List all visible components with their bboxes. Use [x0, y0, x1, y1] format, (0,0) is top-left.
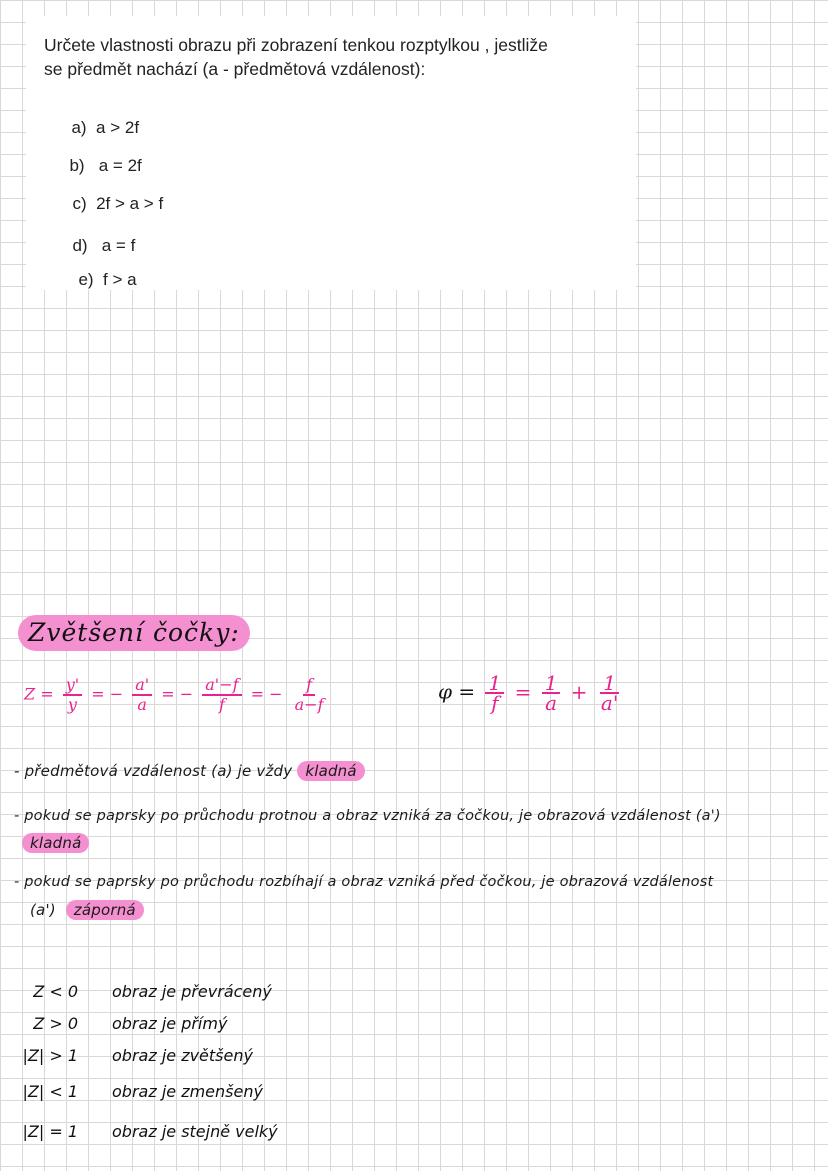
option-c [63, 174, 163, 214]
question-text [44, 33, 624, 81]
description: obraz je stejně velký [112, 1122, 278, 1141]
fraction: $\frac{1}{a'}$ [600, 671, 619, 715]
property-row [0, 982, 400, 1006]
highlight-negative: záporná [66, 900, 144, 920]
option-value: a > 2f [96, 118, 140, 137]
bullet-object-distance: - předmětová vzdálenost (a) je vždy kladná [14, 762, 365, 780]
property-row [0, 1082, 400, 1106]
option-label: e) [78, 270, 94, 289]
description: obraz je přímý [112, 1014, 228, 1033]
description: obraz je zvětšený [112, 1046, 253, 1065]
option-b [60, 136, 142, 176]
condition: |Z| < 1 [22, 1082, 78, 1101]
fraction: $\frac{a'}{a}$ [132, 676, 152, 714]
question-line-1: Určete vlastnosti obrazu při zobrazení tenkou rozptylkou , jestliže [44, 35, 548, 55]
fraction: $\frac{f}{a-f}$ [294, 675, 324, 714]
option-value: 2f > a > f [96, 194, 164, 213]
highlight-positive: kladná [22, 833, 89, 853]
fraction: $\frac{1}{a}$ [542, 674, 561, 712]
bullet-real-image: - pokud se paprsky po průchodu protnou a obraz vzniká za čočkou, je obrazová vzdálenost (a') [14, 808, 721, 824]
bullet-real-image-cont [22, 834, 89, 852]
description: obraz je zmenšený [112, 1082, 263, 1101]
notes-title: Zvětšení čočky: [18, 615, 250, 651]
option-label: a) [71, 118, 87, 137]
option-value: a = 2f [98, 156, 142, 175]
condition: Z > 0 [33, 1014, 78, 1033]
question-line-2: se předmět nachází (a - předmětová vzdálenost): [44, 59, 426, 79]
property-row [0, 1122, 400, 1146]
option-a [62, 98, 139, 138]
property-row [0, 1014, 400, 1038]
description: obraz je převrácený [112, 982, 272, 1001]
property-row [0, 1046, 400, 1070]
option-e [69, 250, 137, 290]
formula-lhs: Z = [24, 684, 54, 704]
option-value: a = f [101, 236, 136, 255]
bullet-virtual-image-cont: (a') záporná [30, 901, 144, 919]
optical-power-formula: φ = $\frac{1}{f}$ = $\frac{1}{a}$ + $\frac{1}{a'}$ [438, 674, 625, 712]
formula-lhs: φ = [438, 679, 476, 704]
condition: Z < 0 [33, 982, 78, 1001]
fraction: $\frac{y'}{y}$ [63, 676, 82, 714]
bullet-virtual-image: - pokud se paprsky po průchodu rozbíhají a obraz vzniká před čočkou, je obrazová vzdálenost [14, 874, 714, 890]
option-label: c) [72, 194, 87, 213]
fraction: $\frac{a'-f}{f}$ [202, 676, 241, 714]
condition: |Z| = 1 [22, 1122, 78, 1141]
condition: |Z| > 1 [22, 1046, 78, 1065]
fraction: $\frac{1}{f}$ [485, 674, 504, 712]
option-label: b) [69, 156, 85, 175]
option-value: f > a [103, 270, 137, 289]
magnification-formula: Z = $\frac{y'}{y}$ = − $\frac{a'}{a}$ = − $\frac{a'-f}{f}$ = − $\frac{f}{a-f}$ [24, 676, 331, 714]
option-label: d) [72, 236, 88, 255]
highlight-positive: kladná [297, 761, 364, 781]
